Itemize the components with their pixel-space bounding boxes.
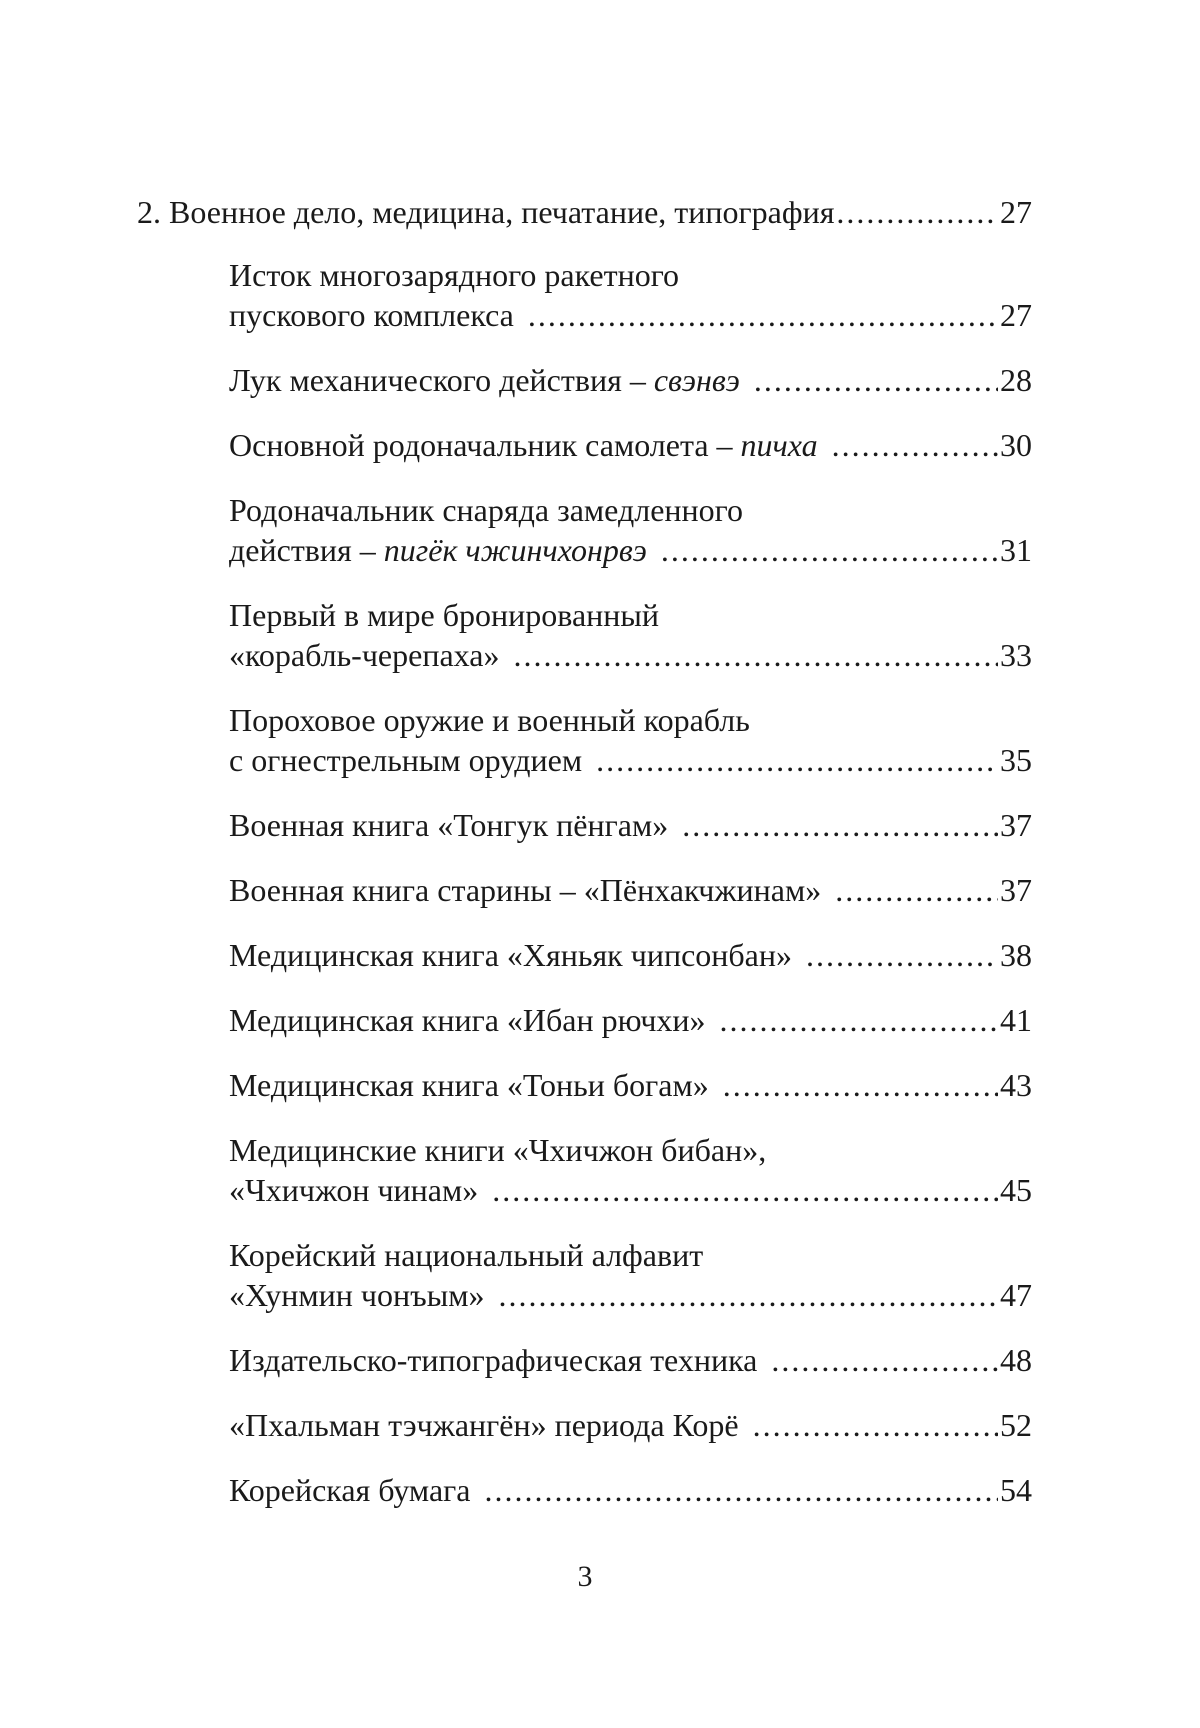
toc-entry-italic-term: пигёк чжинчхонрвэ <box>383 532 647 568</box>
toc-entry-title <box>229 935 792 975</box>
toc-entry <box>137 255 1032 335</box>
toc-entry-title-text: Медицинская книга «Тоньи богам» <box>229 1067 709 1103</box>
toc-entry-page: 54 <box>1000 1472 1032 1508</box>
toc-entry-title-text: Медицинская книга «Ибан рючхи» <box>229 1002 706 1038</box>
toc-entry-title-text: Лук механического действия – <box>229 362 654 398</box>
toc-entry-title <box>229 1340 757 1380</box>
toc-entry-page: 47 <box>1000 1277 1032 1313</box>
toc-entry-title <box>229 1470 470 1510</box>
toc-entry-page: 37 <box>1000 872 1032 908</box>
table-of-contents <box>137 192 1032 1535</box>
toc-entries <box>137 255 1032 1510</box>
page-number: 3 <box>577 1560 593 1593</box>
toc-entry <box>137 1340 1032 1380</box>
toc-leader-dots <box>835 870 998 910</box>
toc-leader-dots <box>720 1000 998 1040</box>
toc-leader-dots <box>723 1065 998 1105</box>
toc-entry-title <box>229 360 740 400</box>
toc-entry-title <box>229 1065 709 1105</box>
toc-entry-title-text: действия – <box>229 532 384 568</box>
toc-entry-page: 35 <box>1000 742 1032 778</box>
toc-leader-dots <box>682 805 998 845</box>
toc-entry-page: 45 <box>1000 1172 1032 1208</box>
toc-entry <box>137 870 1032 910</box>
toc-leader-dots <box>771 1340 998 1380</box>
toc-entry-title-text: Издательско-типографическая техника <box>229 1342 758 1378</box>
toc-entry-page: 37 <box>1000 807 1032 843</box>
toc-entry-title <box>229 635 499 675</box>
toc-entry-title-text: «Пхальман тэчжангён» периода Корё <box>229 1407 739 1443</box>
toc-entry <box>137 425 1032 465</box>
toc-entry <box>137 490 1032 570</box>
toc-section-page: 27 <box>1000 194 1032 230</box>
toc-entry-page: 30 <box>1000 427 1032 463</box>
toc-leader-dots <box>754 360 998 400</box>
toc-entry <box>137 1000 1032 1040</box>
toc-entry-page: 48 <box>1000 1342 1032 1378</box>
toc-leader-dots <box>484 1470 998 1510</box>
toc-entry-title-text: пускового комплекса <box>229 297 514 333</box>
toc-entry-title <box>229 1170 478 1210</box>
toc-entry-title-line: Медицинские книги «Чхичжон бибан», <box>229 1132 767 1168</box>
toc-entry <box>137 805 1032 845</box>
toc-leader-dots <box>596 740 998 780</box>
toc-entry-title-text: Военная книга «Тонгук пёнгам» <box>229 807 669 843</box>
toc-entry <box>137 1130 1032 1210</box>
toc-entry-title <box>229 1000 706 1040</box>
toc-entry-title-text: Медицинская книга «Хяньяк чипсонбан» <box>229 937 792 973</box>
toc-entry-page: 41 <box>1000 1002 1032 1038</box>
toc-entry-title <box>229 805 668 845</box>
toc-entry-title <box>229 530 647 570</box>
toc-entry-title-line: Родоначальник снаряда замедленного <box>229 492 743 528</box>
toc-entry <box>137 1405 1032 1445</box>
toc-entry-title <box>229 425 818 465</box>
toc-entry-italic-term: пичха <box>740 427 818 463</box>
toc-entry-page: 52 <box>1000 1407 1032 1443</box>
toc-entry-title <box>229 740 582 780</box>
toc-leader-dots <box>492 1170 998 1210</box>
toc-leader-dots <box>661 530 998 570</box>
toc-entry <box>137 360 1032 400</box>
toc-entry <box>137 1235 1032 1315</box>
toc-entry-page: 33 <box>1000 637 1032 673</box>
toc-leader-dots <box>513 635 998 675</box>
toc-entry <box>137 595 1032 675</box>
toc-entry-title-line: Первый в мире бронированный <box>229 597 660 633</box>
toc-entry <box>137 935 1032 975</box>
toc-entry-title <box>229 870 821 910</box>
toc-entry-title <box>229 1275 484 1315</box>
toc-entry-italic-term: свэнвэ <box>653 362 740 398</box>
toc-entry-title-text: «корабль-черепаха» <box>229 637 500 673</box>
toc-entry-page: 31 <box>1000 532 1032 568</box>
toc-entry-title-text: Военная книга старины – «Пёнхакчжинам» <box>229 872 822 908</box>
toc-entry-title-line: Исток многозарядного ракетного <box>229 257 680 293</box>
toc-entry-title-text: Основной родоначальник самолета – <box>229 427 741 463</box>
toc-entry-title-text: Корейская бумага <box>229 1472 471 1508</box>
toc-section <box>137 192 1032 232</box>
toc-entry-title-line: Корейский национальный алфавит <box>229 1237 704 1273</box>
toc-section-title: 2. Военное дело, медицина, печатание, типография <box>137 194 835 230</box>
toc-entry-title <box>229 1405 739 1445</box>
toc-entry <box>137 1065 1032 1105</box>
toc-leader-dots <box>832 425 998 465</box>
toc-leader-dots <box>528 295 998 335</box>
toc-entry <box>137 1470 1032 1510</box>
toc-entry-page: 27 <box>1000 297 1032 333</box>
toc-leader-dots <box>753 1405 998 1445</box>
toc-leader-dots <box>806 935 998 975</box>
toc-entry-title-text: с огнестрельным орудием <box>229 742 583 778</box>
toc-entry-page: 38 <box>1000 937 1032 973</box>
toc-leader-dots <box>836 192 998 232</box>
toc-entry-page: 28 <box>1000 362 1032 398</box>
toc-entry-title-text: «Чхичжон чинам» <box>229 1172 479 1208</box>
toc-entry-title-text: «Хунмин чонъым» <box>229 1277 485 1313</box>
toc-entry-title <box>229 295 514 335</box>
toc-entry-title-line: Пороховое оружие и военный корабль <box>229 702 750 738</box>
toc-leader-dots <box>498 1275 998 1315</box>
toc-entry-page: 43 <box>1000 1067 1032 1103</box>
toc-entry <box>137 700 1032 780</box>
